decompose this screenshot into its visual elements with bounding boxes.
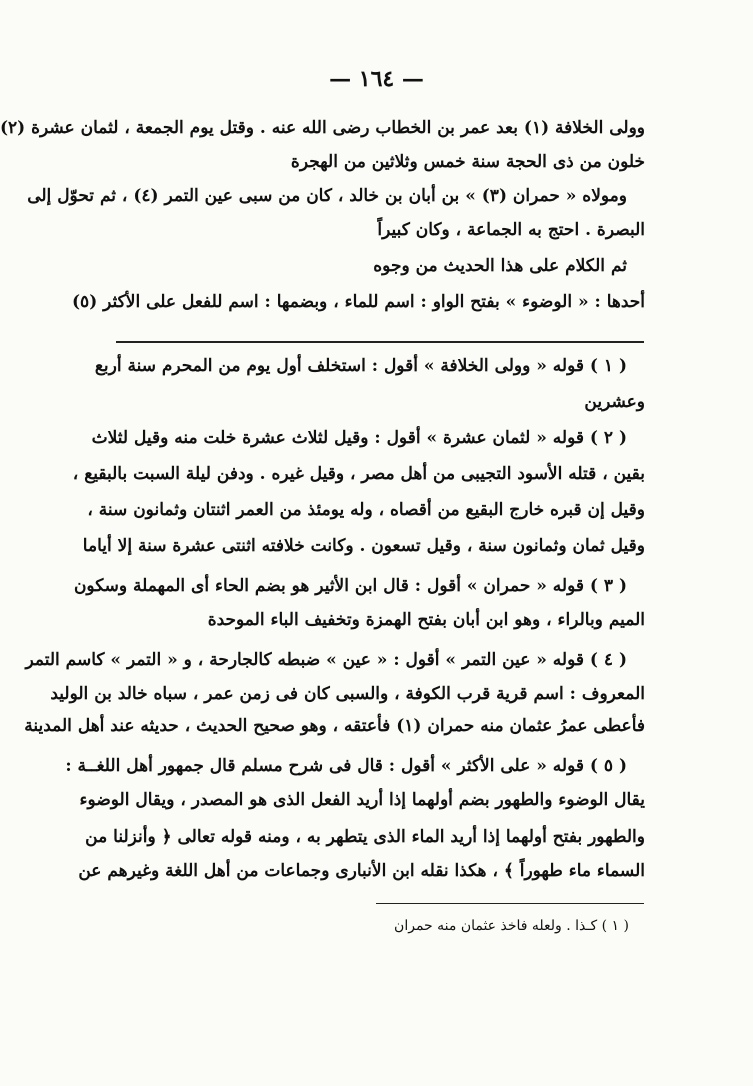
main-line: ثم الكلام على هذا الحديث من وجوه	[373, 256, 627, 276]
note-line: بقين ، قتله الأسود التجيبى من أهل مصر ، وقيل غيره . ودفن ليلة السبت بالبقيع ،	[72, 464, 645, 484]
note-line: والطهور بفتح أولهما إذا أريد الماء الذى يتطهر به ، ومنه قوله تعالى ﴿ وأنزلنا من	[85, 827, 645, 847]
footnote: ( ١ ) كـذا . ولعله فاخذ عثمان منه حمران	[394, 918, 629, 934]
note-line: ( ٥ ) قوله « على الأكثر » أقول : قال فى شرح مسلم قال جمهور أهل اللغــة :	[65, 756, 627, 776]
note-line: السماء ماء طهوراً ﴾ ، هكذا نقله ابن الأنبارى وجماعات من أهل اللغة وغيرهم عن	[78, 861, 645, 881]
main-line: أحدها : « الوضوء » بفتح الواو : اسم للماء ، وبضمها : اسم للفعل على الأكثر (٥)	[72, 292, 645, 312]
separator-rule	[116, 341, 644, 343]
footnote-rule	[376, 903, 644, 904]
note-line: ( ١ ) قوله « وولى الخلافة » أقول : استخلف أول يوم من المحرم سنة أربع	[94, 356, 627, 376]
main-line: وولى الخلافة (١) بعد عمر بن الخطاب رضى الله عنه . وقتل يوم الجمعة ، لثمان عشرة (٢)	[0, 118, 645, 138]
note-line: الميم وبالراء ، وهو ابن أبان بفتح الهمزة وتخفيف الباء الموحدة	[207, 610, 645, 630]
main-line: خلون من ذى الحجة سنة خمس وثلاثين من الهجرة	[290, 152, 645, 172]
main-line: ومولاه « حمران (٣) » بن أبان بن خالد ، كان من سبى عين التمر (٤) ، ثم تحوّل إلى	[27, 186, 627, 206]
page-number: — ١٦٤ —	[329, 66, 424, 92]
note-line: ( ٢ ) قوله « لثمان عشرة » أقول : وقيل لثلاث عشرة خلت منه وقيل لثلاث	[91, 428, 627, 448]
note-line: يقال الوضوء والطهور بضم أولهما إذا أريد الفعل الذى هو المصدر ، ويقال الوضوء	[79, 790, 645, 810]
note-line: فأعطى عمرُ عثمان منه حمران (١) فأعتقه ، وهو صحيح الحديث ، حديثه عند أهل المدينة	[24, 716, 645, 736]
note-line: وقيل ثمان وثمانون سنة ، وقيل تسعون . وكانت خلافته اثنتى عشرة سنة إلا أياما	[82, 536, 645, 556]
note-line: وعشرين	[584, 392, 645, 412]
note-line: وقيل إن قبره خارج البقيع من أقصاه ، وله يومئذ من العمر اثنتان وثمانون سنة ،	[87, 500, 645, 520]
main-line: البصرة . احتج به الجماعة ، وكان كبيراً	[377, 220, 645, 240]
note-line: ( ٣ ) قوله « حمران » أقول : قال ابن الأثير هو بضم الحاء أى المهملة وسكون	[73, 576, 627, 596]
note-line: المعروف : اسم قرية قرب الكوفة ، والسبى كان فى زمن عمر ، سباه خالد بن الوليد	[50, 684, 645, 704]
note-line: ( ٤ ) قوله « عين التمر » أقول : « عين » ضبطه كالجارحة ، و « التمر » كاسم التمر	[25, 650, 627, 670]
